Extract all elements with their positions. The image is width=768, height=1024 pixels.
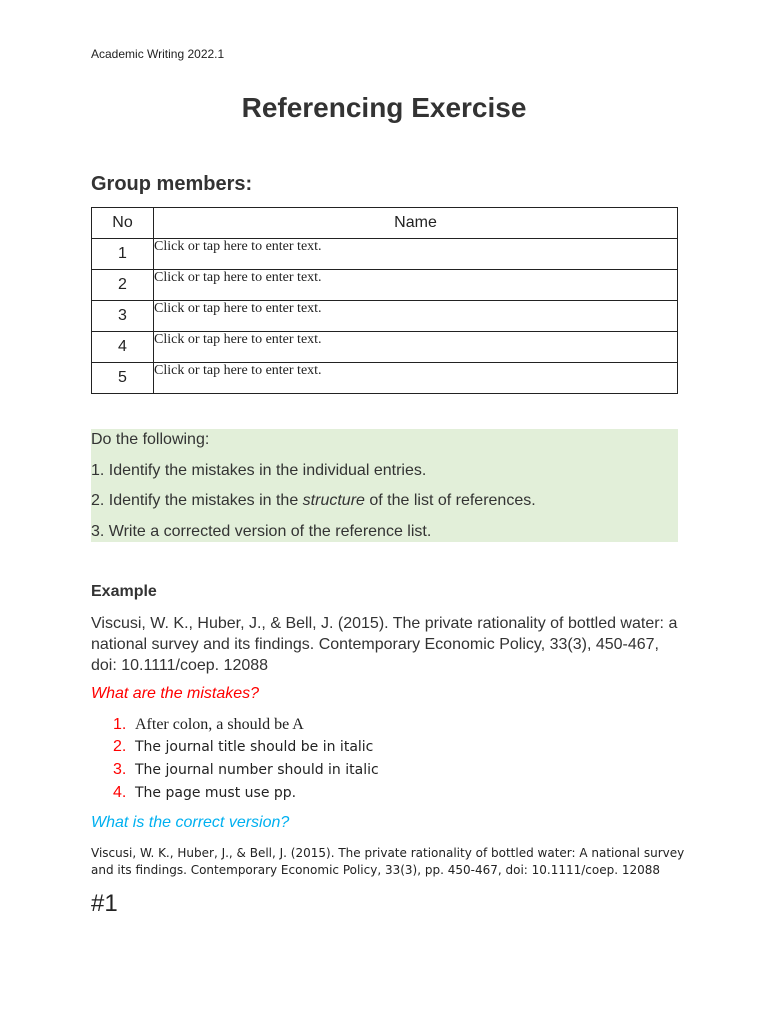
example-reference: Viscusi, W. K., Huber, J., & Bell, J. (2015). The private rationality of bottled water: a national survey and its findings. Contemporary Economic Policy, 33(3), 450-467, doi: 10.1111/coep. 12088 [91, 615, 678, 674]
mistake-number: 1. [113, 716, 127, 733]
mistake-number: 2. [113, 738, 127, 755]
row-number: 1 [92, 239, 154, 270]
instruction-item-3: 3. Write a corrected version of the reference list. [91, 523, 432, 540]
instruction-item-2-start: 2. Identify the mistakes in the [91, 492, 303, 509]
mistake-text: After colon, a should be A [135, 716, 304, 733]
table-row [92, 239, 678, 270]
instruction-item-2-emphasis: structure [302, 492, 365, 509]
mistake-text: The journal title should be in italic [135, 739, 374, 755]
row-number: 5 [92, 363, 154, 394]
corrected-reference: Viscusi, W. K., Huber, J., & Bell, J. (2015). The private rationality of bottled water: A national survey and its findings. Contemporary Economic Policy, 33(3), pp. 450-467, doi: 10.1111/coep. 12088 [91, 846, 685, 877]
name-input-field[interactable]: Click or tap here to enter text. [154, 239, 678, 270]
name-input-field[interactable]: Click or tap here to enter text. [154, 270, 678, 301]
instruction-item-2-end: of the list of references. [364, 492, 536, 509]
table-header-row [92, 208, 678, 239]
name-input-field[interactable]: Click or tap here to enter text. [154, 301, 678, 332]
mistakes-question: What are the mistakes? [91, 685, 260, 702]
mistake-number: 4. [113, 784, 127, 801]
table-row [92, 270, 678, 301]
column-header-name: Name [154, 208, 678, 239]
mistake-text: The page must use pp. [135, 785, 297, 801]
mistake-text: The journal number should in italic [135, 762, 379, 778]
table-row [92, 363, 678, 394]
instructions-box [91, 429, 678, 542]
name-input-field[interactable]: Click or tap here to enter text. [154, 363, 678, 394]
example-label: Example [91, 583, 157, 600]
row-number: 3 [92, 301, 154, 332]
mistake-item [113, 738, 373, 756]
document-header: Academic Writing 2022.1 [91, 47, 225, 61]
instructions-heading: Do the following: [91, 431, 210, 448]
correct-version-question: What is the correct version? [91, 814, 290, 831]
mistake-item [113, 716, 304, 734]
section-number: #1 [91, 890, 118, 917]
instruction-item-1: 1. Identify the mistakes in the individual entries. [91, 462, 427, 479]
table-row [92, 301, 678, 332]
mistake-number: 3. [113, 761, 127, 778]
group-members-table [91, 207, 678, 394]
column-header-no: No [92, 208, 154, 239]
group-members-label: Group members: [91, 173, 253, 195]
table-row [92, 332, 678, 363]
name-input-field[interactable]: Click or tap here to enter text. [154, 332, 678, 363]
mistake-item [113, 784, 296, 802]
page-title: Referencing Exercise [241, 92, 527, 123]
row-number: 4 [92, 332, 154, 363]
mistake-item [113, 761, 379, 779]
instruction-item-2 [91, 492, 536, 510]
row-number: 2 [92, 270, 154, 301]
